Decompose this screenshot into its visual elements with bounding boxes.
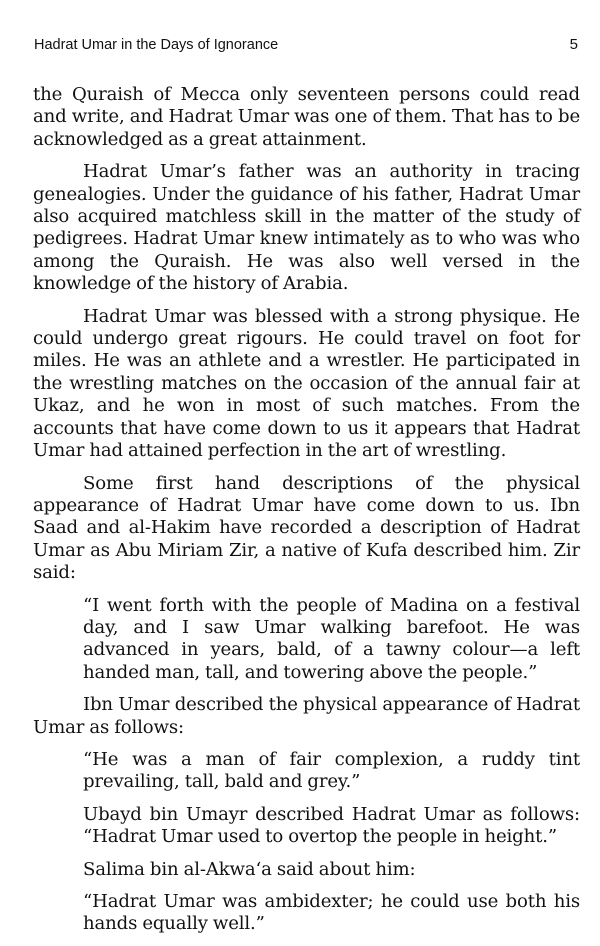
- page-number: 5: [569, 36, 578, 53]
- block-quote: “Hadrat Umar was ambidexter; he could use both his hands equally well.”: [83, 891, 580, 935]
- paragraph: the Quraish of Mecca only seventeen persons could read and write, and Hadrat Umar was one of them. That has to be acknowledged as a great attainment.: [33, 84, 580, 150]
- paragraph: Ibn Umar described the physical appearance of Hadrat Umar as follows:: [33, 694, 580, 738]
- running-title: Hadrat Umar in the Days of Ignorance: [34, 37, 279, 53]
- running-header: [34, 36, 578, 56]
- block-quote: Ubayd bin Umayr described Hadrat Umar as follows: “Hadrat Umar used to overtop the people in height.”: [83, 803, 580, 848]
- paragraph: Some first hand descriptions of the physical appearance of Hadrat Umar have come down to us. Ibn Saad and al-Hakim have recorded a description of Hadrat Umar as Abu Miriam Zir, a native of Kufa described him. Zir said:: [33, 472, 580, 584]
- block-quote: “He was a man of fair complexion, a ruddy tint prevailing, tall, bald and grey.”: [83, 748, 580, 793]
- block-quote: “I went forth with the people of Madina on a festival day, and I saw Umar walking barefoot. He was advanced in years, bald, of a tawny colour—a left handed man, tall, and towering above the people.”: [83, 594, 580, 683]
- paragraph: Hadrat Umar’s father was an authority in tracing genealogies. Under the guidance of his father, Hadrat Umar also acquired matchless skill in the matter of the study of pedigrees. Hadrat Umar knew intimately as to who was who among the Quraish. He was also well versed in the knowledge of the history of Arabia.: [33, 161, 580, 295]
- block-quote: Salima bin al-Akwa‘a said about him:: [83, 858, 416, 880]
- paragraph: Hadrat Umar was blessed with a strong physique. He could undergo great rigours. He could travel on foot for miles. He was an athlete and a wrestler. He participated in the wrestling matches on the occasion of the annual fair at Ukaz, and he won in most of such matches. From the accounts that have come down to us it appears that Hadrat Umar had attained perfection in the art of wrestling.: [33, 305, 580, 462]
- body-text: [33, 84, 580, 946]
